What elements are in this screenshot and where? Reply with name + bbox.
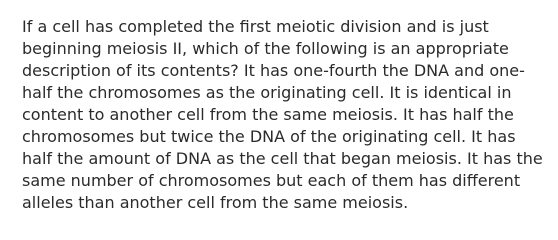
question-line: chromosomes but twice the DNA of the originating cell. It has (22, 127, 516, 146)
question-line: alleles than another cell from the same meiosis. (22, 193, 409, 212)
question-line: beginning meiosis II, which of the following is an appropriate (22, 39, 509, 58)
question-line: half the chromosomes as the originating cell. It is identical in (22, 83, 512, 102)
question-text (22, 16, 542, 214)
question-line: If a cell has completed the first meiotic division and is just (22, 17, 489, 36)
question-line: description of its contents? It has one-fourth the DNA and one- (22, 61, 525, 80)
question-line: half the amount of DNA as the cell that began meiosis. It has the (22, 149, 543, 168)
question-line: same number of chromosomes but each of them has different (22, 171, 521, 190)
question-line: content to another cell from the same meiosis. It has half the (22, 105, 514, 124)
